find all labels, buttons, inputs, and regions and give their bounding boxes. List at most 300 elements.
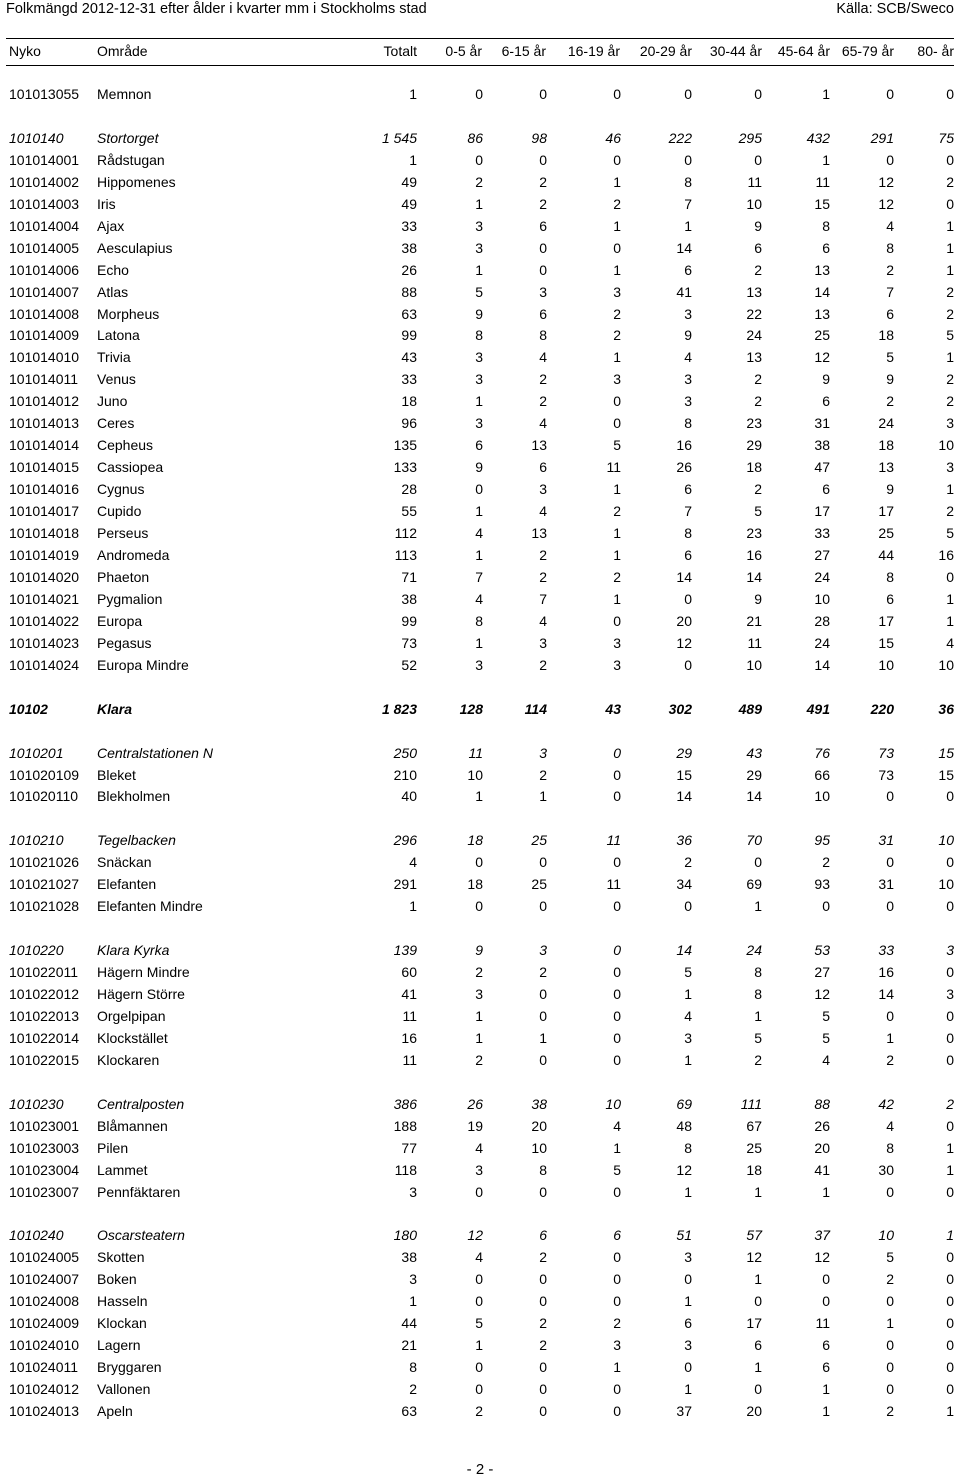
cell-omrade: Pilen	[97, 1139, 129, 1156]
cell-age-6-15: 3	[539, 744, 547, 761]
cell-age-16-19: 0	[613, 415, 621, 432]
cell-age-6-15: 2	[539, 568, 547, 585]
cell-age-45-64: 491	[806, 700, 830, 717]
cell-age-6-15: 0	[539, 986, 547, 1002]
cell-age-80: 1	[946, 1139, 954, 1156]
table-row	[0, 1005, 960, 1027]
cell-age-0-5: 0	[475, 1183, 483, 1200]
cell-age-20-29: 29	[676, 744, 692, 761]
cell-omrade: Hägern Mindre	[97, 964, 190, 980]
cell-age-30-44: 67	[746, 1117, 762, 1134]
table-row	[0, 610, 960, 632]
cell-age-16-19: 1	[613, 217, 621, 234]
cell-totalt: 38	[401, 590, 417, 607]
cell-age-45-64: 25	[814, 327, 830, 344]
cell-age-30-44: 2	[754, 481, 762, 498]
cell-age-20-29: 8	[684, 1139, 692, 1156]
cell-totalt: 1 545	[381, 129, 417, 146]
cell-age-65-79: 73	[878, 744, 894, 761]
cell-age-6-15: 3	[539, 481, 547, 498]
cell-age-20-29: 0	[684, 151, 692, 168]
cell-age-65-79: 9	[886, 481, 894, 498]
cell-age-65-79: 12	[878, 173, 894, 190]
cell-age-0-5: 128	[459, 700, 483, 717]
table-subtotal-row	[0, 1224, 960, 1246]
table-row	[0, 1027, 960, 1049]
cell-age-0-5: 1	[475, 393, 483, 410]
cell-age-80: 0	[946, 568, 954, 585]
cell-age-20-29: 1	[684, 217, 692, 234]
cell-age-65-79: 17	[878, 612, 894, 629]
cell-age-80: 1	[946, 1161, 954, 1178]
cell-age-30-44: 20	[746, 1403, 762, 1419]
cell-omrade: Elefanten	[97, 876, 157, 893]
cell-age-6-15: 0	[539, 1007, 547, 1024]
cell-age-30-44: 24	[746, 327, 762, 344]
cell-age-6-15: 8	[539, 1161, 547, 1178]
cell-age-0-5: 4	[475, 525, 483, 541]
cell-age-0-5: 9	[475, 942, 483, 959]
cell-age-65-79: 0	[886, 151, 894, 168]
cell-age-65-79: 42	[878, 1095, 894, 1112]
cell-age-30-44: 0	[754, 1293, 762, 1310]
page-header	[6, 0, 954, 20]
cell-age-30-44: 14	[746, 568, 762, 585]
cell-age-6-15: 2	[539, 173, 547, 190]
cell-age-0-5: 0	[475, 481, 483, 498]
cell-age-6-15: 6	[539, 459, 547, 476]
cell-age-6-15: 3	[539, 634, 547, 651]
cell-age-16-19: 0	[613, 964, 621, 980]
cell-totalt: 40	[401, 788, 417, 805]
cell-totalt: 1	[409, 898, 417, 915]
cell-age-30-44: 9	[754, 590, 762, 607]
cell-totalt: 11	[402, 1051, 417, 1068]
cell-age-65-79: 33	[878, 942, 894, 959]
cell-age-80: 0	[946, 1359, 954, 1376]
cell-age-20-29: 41	[676, 283, 692, 300]
cell-totalt: 210	[393, 766, 417, 783]
cell-nyko: 101014021	[9, 590, 80, 607]
header-bottom-rule	[6, 65, 954, 66]
table-subtotal-row	[0, 742, 960, 764]
table-row	[0, 566, 960, 588]
table-row	[0, 171, 960, 193]
cell-age-65-79: 0	[886, 788, 894, 805]
cell-nyko: 101014015	[9, 459, 80, 476]
cell-age-0-5: 0	[475, 1293, 483, 1310]
table-row	[0, 368, 960, 390]
cell-nyko: 101014010	[9, 349, 80, 366]
cell-age-30-44: 11	[747, 173, 762, 190]
cell-age-65-79: 8	[886, 1139, 894, 1156]
cell-totalt: 52	[401, 656, 417, 673]
cell-age-80: 0	[946, 1117, 954, 1134]
cell-omrade: Klara	[97, 700, 133, 717]
cell-age-30-44: 6	[754, 1337, 762, 1354]
cell-age-30-44: 18	[746, 459, 762, 476]
cell-age-16-19: 0	[613, 854, 621, 871]
cell-age-0-5: 3	[475, 349, 483, 366]
cell-omrade: Tegelbacken	[97, 832, 176, 849]
cell-age-6-15: 2	[539, 1315, 547, 1332]
cell-age-6-15: 2	[539, 656, 547, 673]
cell-age-16-19: 10	[605, 1095, 621, 1112]
cell-omrade: Europa Mindre	[97, 656, 189, 673]
cell-age-16-19: 2	[613, 195, 621, 212]
cell-age-0-5: 10	[467, 766, 483, 783]
cell-age-30-44: 22	[746, 305, 762, 322]
table-subtotal-row	[0, 127, 960, 149]
cell-age-45-64: 6	[822, 1359, 830, 1376]
cell-age-65-79: 0	[886, 1337, 894, 1354]
cell-age-6-15: 2	[539, 195, 547, 212]
cell-age-20-29: 34	[676, 876, 692, 893]
cell-age-16-19: 3	[613, 1337, 621, 1354]
cell-omrade: Bleket	[97, 766, 136, 783]
cell-age-30-44: 111	[740, 1095, 762, 1112]
cell-age-6-15: 2	[539, 1337, 547, 1354]
table-row	[0, 149, 960, 171]
cell-age-65-79: 7	[886, 283, 894, 300]
cell-age-20-29: 7	[684, 195, 692, 212]
cell-age-30-44: 11	[747, 634, 762, 651]
cell-nyko: 101014005	[9, 239, 80, 256]
cell-age-65-79: 31	[878, 832, 894, 849]
cell-age-65-79: 1	[886, 1315, 894, 1332]
cell-age-20-29: 8	[684, 173, 692, 190]
cell-age-80: 4	[946, 634, 954, 651]
cell-omrade: Blåmannen	[97, 1117, 168, 1134]
cell-age-30-44: 12	[746, 1249, 762, 1266]
cell-totalt: 118	[394, 1161, 417, 1178]
cell-age-80: 0	[946, 1337, 954, 1354]
cell-age-65-79: 8	[886, 239, 894, 256]
cell-age-45-64: 1	[822, 1403, 830, 1419]
cell-age-20-29: 3	[684, 305, 692, 322]
cell-age-0-5: 1	[475, 195, 483, 212]
cell-omrade: Bryggaren	[97, 1359, 162, 1376]
cell-age-20-29: 4	[684, 349, 692, 366]
cell-age-45-64: 38	[814, 437, 830, 454]
column-header-age-65-79: 65-79 år	[841, 43, 894, 59]
cell-age-16-19: 0	[613, 239, 621, 256]
cell-age-65-79: 0	[886, 1293, 894, 1310]
cell-age-45-64: 41	[814, 1161, 830, 1178]
cell-totalt: 21	[401, 1337, 417, 1354]
cell-age-0-5: 1	[475, 546, 483, 563]
cell-age-0-5: 5	[475, 283, 483, 300]
cell-omrade: Klockan	[97, 1315, 147, 1332]
cell-age-16-19: 1	[613, 1359, 621, 1376]
cell-age-6-15: 25	[531, 832, 547, 849]
cell-totalt: 28	[401, 481, 417, 498]
cell-age-45-64: 37	[814, 1227, 830, 1244]
cell-age-0-5: 7	[475, 568, 483, 585]
cell-age-45-64: 27	[814, 964, 830, 980]
cell-totalt: 386	[393, 1095, 417, 1112]
cell-age-30-44: 0	[754, 854, 762, 871]
cell-nyko: 1010210	[9, 832, 64, 849]
cell-age-65-79: 10	[878, 656, 894, 673]
cell-nyko: 101014007	[9, 283, 80, 300]
cell-age-45-64: 12	[814, 1249, 830, 1266]
cell-totalt: 63	[401, 1403, 417, 1419]
cell-age-6-15: 0	[539, 1271, 547, 1288]
cell-age-6-15: 2	[539, 1249, 547, 1266]
cell-totalt: 26	[401, 261, 417, 278]
cell-age-0-5: 3	[475, 239, 483, 256]
cell-nyko: 101014006	[9, 261, 80, 278]
cell-age-20-29: 7	[684, 503, 692, 519]
cell-age-80: 2	[946, 393, 954, 410]
cell-age-16-19: 0	[613, 612, 621, 629]
cell-nyko: 101024011	[9, 1359, 79, 1376]
table-row	[0, 1181, 960, 1203]
cell-age-30-44: 23	[746, 415, 762, 432]
cell-age-30-44: 1	[754, 1359, 762, 1376]
cell-age-20-29: 14	[676, 788, 692, 805]
cell-age-80: 3	[946, 986, 954, 1002]
cell-age-45-64: 31	[814, 415, 830, 432]
cell-age-16-19: 2	[613, 327, 621, 344]
cell-omrade: Pegasus	[97, 634, 152, 651]
cell-nyko: 101020109	[9, 766, 80, 783]
cell-age-65-79: 5	[886, 1249, 894, 1266]
cell-totalt: 99	[401, 612, 417, 629]
cell-age-0-5: 1	[475, 1029, 483, 1046]
cell-age-20-29: 0	[684, 898, 692, 915]
cell-age-0-5: 0	[475, 1381, 483, 1398]
cell-age-20-29: 14	[676, 568, 692, 585]
cell-age-65-79: 2	[886, 1403, 894, 1419]
cell-age-0-5: 5	[475, 1315, 483, 1332]
cell-nyko: 101024012	[9, 1381, 80, 1398]
cell-age-80: 75	[938, 129, 954, 146]
cell-nyko: 101023007	[9, 1183, 80, 1200]
cell-age-80: 0	[946, 86, 954, 102]
cell-omrade: Klockaren	[97, 1051, 160, 1068]
table-row	[0, 895, 960, 917]
cell-age-0-5: 1	[475, 261, 483, 278]
cell-age-65-79: 14	[878, 986, 894, 1002]
cell-nyko: 101014019	[9, 546, 80, 563]
cell-nyko: 101014020	[9, 568, 80, 585]
table-row	[0, 785, 960, 807]
cell-nyko: 1010220	[9, 942, 64, 959]
cell-nyko: 101021027	[9, 876, 80, 893]
cell-age-80: 15	[938, 744, 954, 761]
cell-age-65-79: 44	[878, 546, 894, 563]
table-subtotal-row	[0, 829, 960, 851]
cell-omrade: Ceres	[97, 415, 135, 432]
cell-omrade: Pennfäktaren	[97, 1183, 181, 1200]
cell-totalt: 71	[401, 568, 417, 585]
cell-age-20-29: 8	[684, 415, 692, 432]
cell-totalt: 11	[402, 1007, 417, 1024]
table-subtotal-row	[0, 939, 960, 961]
cell-age-30-44: 10	[746, 195, 762, 212]
cell-age-0-5: 9	[475, 459, 483, 476]
cell-nyko: 101014018	[9, 525, 80, 541]
cell-age-6-15: 2	[539, 964, 547, 980]
cell-age-80: 2	[946, 503, 954, 519]
cell-age-80: 0	[946, 854, 954, 871]
cell-age-16-19: 1	[613, 546, 621, 563]
table-row	[0, 654, 960, 676]
cell-age-30-44: 23	[746, 525, 762, 541]
cell-age-80: 15	[938, 766, 954, 783]
cell-age-65-79: 2	[886, 393, 894, 410]
cell-age-0-5: 6	[475, 437, 483, 454]
cell-age-6-15: 0	[539, 898, 547, 915]
table-row	[0, 478, 960, 500]
cell-age-20-29: 5	[684, 964, 692, 980]
cell-age-16-19: 43	[605, 700, 621, 717]
cell-age-30-44: 6	[754, 239, 762, 256]
cell-age-6-15: 2	[539, 371, 547, 388]
cell-totalt: 291	[393, 876, 417, 893]
cell-totalt: 96	[401, 415, 417, 432]
cell-age-16-19: 2	[613, 503, 621, 519]
cell-omrade: Juno	[97, 393, 128, 410]
cell-age-20-29: 16	[676, 437, 692, 454]
cell-omrade: Apeln	[97, 1403, 133, 1419]
cell-age-65-79: 13	[878, 459, 894, 476]
cell-age-0-5: 0	[475, 1359, 483, 1376]
cell-age-65-79: 6	[886, 305, 894, 322]
cell-age-30-44: 8	[754, 986, 762, 1002]
cell-age-30-44: 13	[746, 349, 762, 366]
cell-age-45-64: 13	[814, 305, 830, 322]
cell-totalt: 38	[401, 239, 417, 256]
cell-age-0-5: 3	[475, 371, 483, 388]
cell-age-65-79: 0	[886, 1007, 894, 1024]
cell-age-16-19: 1	[613, 590, 621, 607]
cell-age-0-5: 8	[475, 612, 483, 629]
cell-age-45-64: 5	[822, 1029, 830, 1046]
cell-age-20-29: 1	[684, 986, 692, 1002]
table-row	[0, 1400, 960, 1422]
table-row	[0, 324, 960, 346]
cell-age-20-29: 15	[676, 766, 692, 783]
cell-age-0-5: 3	[475, 217, 483, 234]
cell-nyko: 101013055	[9, 86, 80, 102]
cell-age-45-64: 11	[815, 173, 830, 190]
cell-totalt: 139	[393, 942, 417, 959]
cell-age-20-29: 9	[684, 327, 692, 344]
cell-nyko: 1010240	[9, 1227, 64, 1244]
cell-totalt: 8	[409, 1359, 417, 1376]
cell-totalt: 60	[401, 964, 417, 980]
table-row	[0, 237, 960, 259]
cell-age-0-5: 18	[467, 876, 483, 893]
cell-age-45-64: 17	[814, 503, 830, 519]
cell-age-80: 2	[946, 1095, 954, 1112]
cell-age-20-29: 37	[676, 1403, 692, 1419]
cell-age-0-5: 0	[475, 151, 483, 168]
cell-omrade: Venus	[97, 371, 136, 388]
cell-age-45-64: 5	[822, 1007, 830, 1024]
cell-age-30-44: 2	[754, 393, 762, 410]
cell-age-65-79: 291	[870, 129, 894, 146]
cell-age-45-64: 0	[822, 898, 830, 915]
cell-omrade: Hippomenes	[97, 173, 176, 190]
cell-age-20-29: 51	[676, 1227, 692, 1244]
cell-age-20-29: 20	[676, 612, 692, 629]
cell-age-20-29: 12	[676, 1161, 692, 1178]
table-row	[0, 456, 960, 478]
cell-age-65-79: 30	[878, 1161, 894, 1178]
cell-age-0-5: 2	[475, 173, 483, 190]
cell-age-6-15: 13	[531, 525, 547, 541]
cell-age-45-64: 24	[814, 568, 830, 585]
cell-totalt: 49	[401, 173, 417, 190]
cell-age-16-19: 5	[613, 1161, 621, 1178]
cell-nyko: 101014013	[9, 415, 80, 432]
cell-age-65-79: 2	[886, 1271, 894, 1288]
cell-age-45-64: 1	[822, 86, 830, 102]
cell-age-80: 1	[946, 590, 954, 607]
cell-totalt: 3	[409, 1183, 417, 1200]
cell-age-80: 2	[946, 173, 954, 190]
cell-age-0-5: 3	[475, 656, 483, 673]
cell-age-6-15: 4	[539, 503, 547, 519]
cell-age-45-64: 20	[814, 1139, 830, 1156]
cell-age-16-19: 0	[613, 393, 621, 410]
cell-age-80: 0	[946, 1315, 954, 1332]
cell-age-45-64: 14	[814, 656, 830, 673]
cell-age-30-44: 0	[754, 86, 762, 102]
cell-age-20-29: 0	[684, 1271, 692, 1288]
cell-omrade: Cassiopea	[97, 459, 164, 476]
cell-age-80: 10	[938, 832, 954, 849]
cell-age-45-64: 33	[814, 525, 830, 541]
cell-age-45-64: 432	[806, 129, 830, 146]
cell-age-20-29: 0	[684, 1359, 692, 1376]
cell-age-65-79: 16	[878, 964, 894, 980]
cell-nyko: 101014022	[9, 612, 80, 629]
cell-age-80: 0	[946, 1271, 954, 1288]
cell-age-0-5: 1	[475, 788, 483, 805]
cell-age-6-15: 2	[539, 393, 547, 410]
cell-age-16-19: 0	[613, 1007, 621, 1024]
cell-nyko: 101024007	[9, 1271, 80, 1288]
cell-age-0-5: 2	[475, 1051, 483, 1068]
cell-age-65-79: 18	[878, 437, 894, 454]
cell-age-6-15: 2	[539, 546, 547, 563]
cell-age-45-64: 24	[814, 634, 830, 651]
table-row	[0, 303, 960, 325]
cell-totalt: 38	[401, 1249, 417, 1266]
cell-age-0-5: 19	[467, 1117, 483, 1134]
table-row	[0, 193, 960, 215]
cell-age-45-64: 11	[815, 1315, 830, 1332]
cell-nyko: 101022012	[9, 986, 80, 1002]
cell-totalt: 33	[401, 217, 417, 234]
cell-age-30-44: 70	[746, 832, 762, 849]
cell-nyko: 101021026	[9, 854, 80, 871]
cell-age-16-19: 11	[606, 832, 621, 849]
cell-age-65-79: 220	[870, 700, 894, 717]
cell-age-45-64: 2	[822, 854, 830, 871]
cell-totalt: 1	[409, 86, 417, 102]
cell-age-45-64: 12	[814, 349, 830, 366]
cell-age-0-5: 1	[475, 1007, 483, 1024]
cell-age-0-5: 2	[475, 964, 483, 980]
cell-totalt: 296	[393, 832, 417, 849]
cell-totalt: 4	[409, 854, 417, 871]
